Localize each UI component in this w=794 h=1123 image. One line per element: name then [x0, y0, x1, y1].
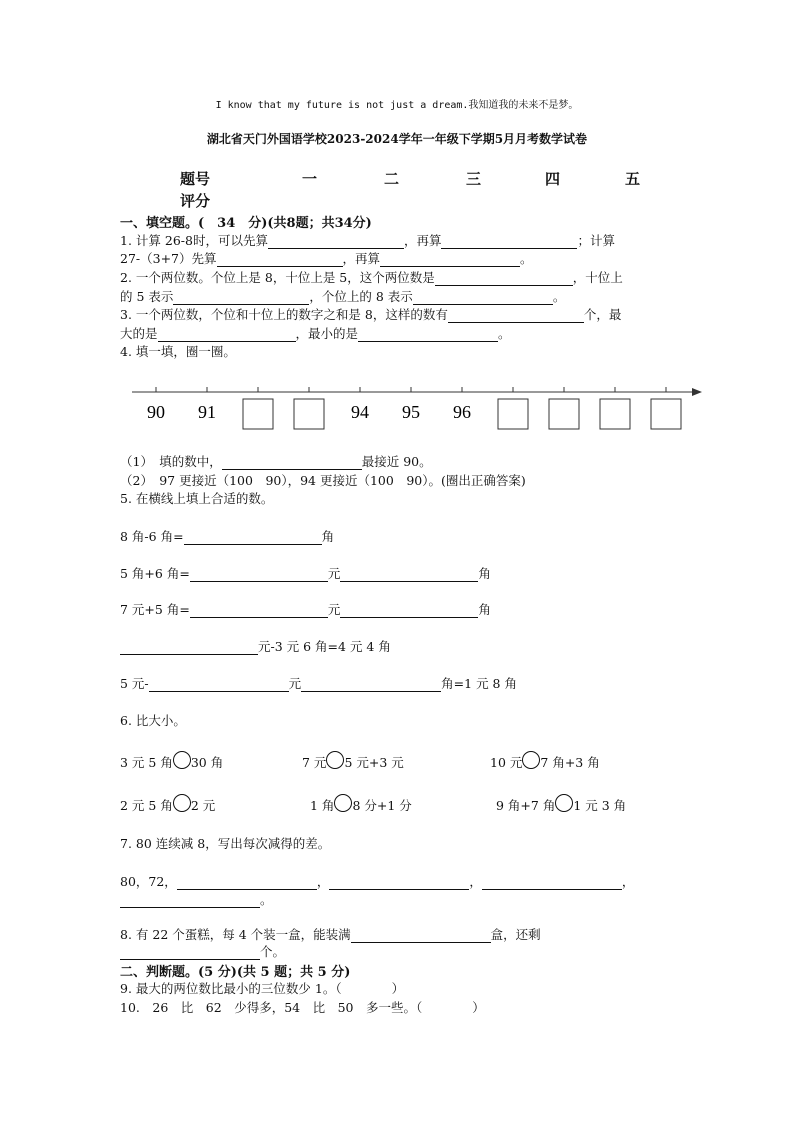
col-header-2: 二 [384, 170, 400, 188]
answer-blank[interactable] [120, 893, 260, 908]
col-header-1: 一 [302, 170, 318, 188]
answer-blank[interactable] [177, 875, 317, 890]
answer-blank[interactable] [217, 252, 343, 267]
number-line-answer-box[interactable] [651, 399, 681, 429]
question-7-answers-line-2: 。 [120, 890, 273, 908]
question-10-text[interactable]: 10. 26 比 62 少得多，54 比 50 多一些。（ ） [120, 1000, 485, 1015]
number-line-answer-box[interactable] [549, 399, 579, 429]
question-5-text: 5. 在横线上填上合适的数。 [120, 491, 274, 506]
question-6-text: 6. 比大小。 [120, 713, 186, 728]
compare-circle[interactable] [326, 751, 344, 769]
number-line-answer-box[interactable] [243, 399, 273, 429]
question-1-line-1: 1. 计算 26-8时，可以先算 ，再算 ；计算 [120, 233, 615, 248]
answer-blank[interactable] [441, 234, 577, 249]
answer-blank[interactable] [268, 234, 404, 249]
question-4-sub-2[interactable]: （2） 97 更接近（100 90），94 更接近（100 90）。(圈出正确答案) [120, 473, 526, 488]
number-line-answer-box[interactable] [294, 399, 324, 429]
compare-item-3: 10 元 7 角+3 角 [490, 751, 600, 771]
answer-blank[interactable] [482, 875, 622, 890]
number-line-label: 94 [351, 402, 369, 422]
question-3-line-2: 大的是 ，最小的是 。 [120, 326, 511, 341]
question-5-row-5: 5 元- 元 角=1 元 8 角 [120, 676, 517, 691]
question-1-line-2: 27-（3+7）先算 ，再算 。 [120, 251, 533, 266]
answer-blank[interactable] [158, 327, 296, 342]
answer-blank[interactable] [413, 290, 553, 305]
answer-blank[interactable] [120, 640, 258, 655]
answer-blank[interactable] [190, 603, 328, 618]
compare-item-4: 2 元 5 角 2 元 [120, 794, 215, 814]
question-4-text: 4. 填一填，圈一圈。 [120, 344, 236, 359]
question-4-sub-1: （1） 填的数中， 最接近 90。 [120, 454, 432, 469]
question-3-line-1: 3. 一个两位数，个位和十位上的数字之和是 8，这样的数有 个，最 [120, 307, 622, 322]
row-label-question-number: 题号 [180, 170, 211, 188]
compare-circle[interactable] [173, 751, 191, 769]
number-line-answer-box[interactable] [600, 399, 630, 429]
compare-circle[interactable] [334, 794, 352, 812]
row-label-score: 评分 [180, 192, 211, 210]
question-5-row-2: 5 角+6 角= 元 角 [120, 566, 491, 581]
number-line-label: 95 [402, 402, 420, 422]
answer-blank[interactable] [340, 567, 478, 582]
question-5-row-4: 元-3 元 6 角=4 元 4 角 [120, 637, 391, 655]
compare-circle[interactable] [555, 794, 573, 812]
answer-blank[interactable] [301, 677, 441, 692]
number-line-label: 96 [453, 402, 471, 422]
answer-blank[interactable] [149, 677, 289, 692]
section-2-heading: 二、判断题。(5 分)(共 5 题；共 5 分) [120, 965, 351, 980]
compare-item-6: 9 角+7 角 1 元 3 角 [496, 794, 626, 814]
number-line-arrow [692, 388, 702, 396]
compare-circle[interactable] [173, 794, 191, 812]
question-5-row-1: 8 角-6 角= 角 [120, 529, 335, 544]
answer-blank[interactable] [435, 271, 573, 286]
number-line [128, 378, 708, 438]
answer-blank[interactable] [120, 945, 260, 960]
answer-blank[interactable] [448, 308, 584, 323]
number-line-label: 91 [198, 402, 216, 422]
number-line-answer-box[interactable] [498, 399, 528, 429]
answer-blank[interactable] [351, 928, 491, 943]
question-5-row-3: 7 元+5 角= 元 角 [120, 602, 491, 617]
col-header-5: 五 [625, 170, 641, 188]
col-header-4: 四 [545, 170, 561, 188]
answer-blank[interactable] [358, 327, 498, 342]
question-7-text: 7. 80 连续减 8，写出每次减得的差。 [120, 836, 331, 851]
compare-item-5: 1 角 8 分+1 分 [310, 794, 412, 814]
question-9-text[interactable]: 9. 最大的两位数比最小的三位数少 1。（ ） [120, 981, 405, 996]
compare-item-2: 7 元 5 元+3 元 [302, 751, 404, 771]
question-8-line-2: 个。 [120, 942, 285, 960]
exam-title: 湖北省天门外国语学校2023-2024学年一年级下学期5月月考数学试卷 [206, 132, 588, 146]
answer-blank[interactable] [329, 875, 469, 890]
answer-blank[interactable] [173, 290, 309, 305]
question-2-line-1: 2. 一个两位数。个位上是 8，十位上是 5，这个两位数是 ，十位上 [120, 270, 623, 285]
question-7-answers-line-1: 80，72， ， ， ， [120, 874, 635, 889]
compare-item-1: 3 元 5 角 30 角 [120, 751, 223, 771]
compare-circle[interactable] [522, 751, 540, 769]
question-2-line-2: 的 5 表示 ，个位上的 8 表示 。 [120, 289, 566, 304]
question-8-line-1: 8. 有 22 个蛋糕，每 4 个装一盒，能装满 盒，还剩 [120, 927, 541, 942]
number-line-label: 90 [147, 402, 165, 422]
col-header-3: 三 [466, 170, 482, 188]
section-1-heading: 一、填空题。( 34 分)(共8题；共34分) [120, 216, 372, 231]
answer-blank[interactable] [340, 603, 478, 618]
motto: I know that my future is not just a dream.我知道我的未来不是梦。 [215, 100, 579, 111]
answer-blank[interactable] [222, 455, 362, 470]
answer-blank[interactable] [184, 530, 322, 545]
answer-blank[interactable] [190, 567, 328, 582]
answer-blank[interactable] [380, 252, 520, 267]
